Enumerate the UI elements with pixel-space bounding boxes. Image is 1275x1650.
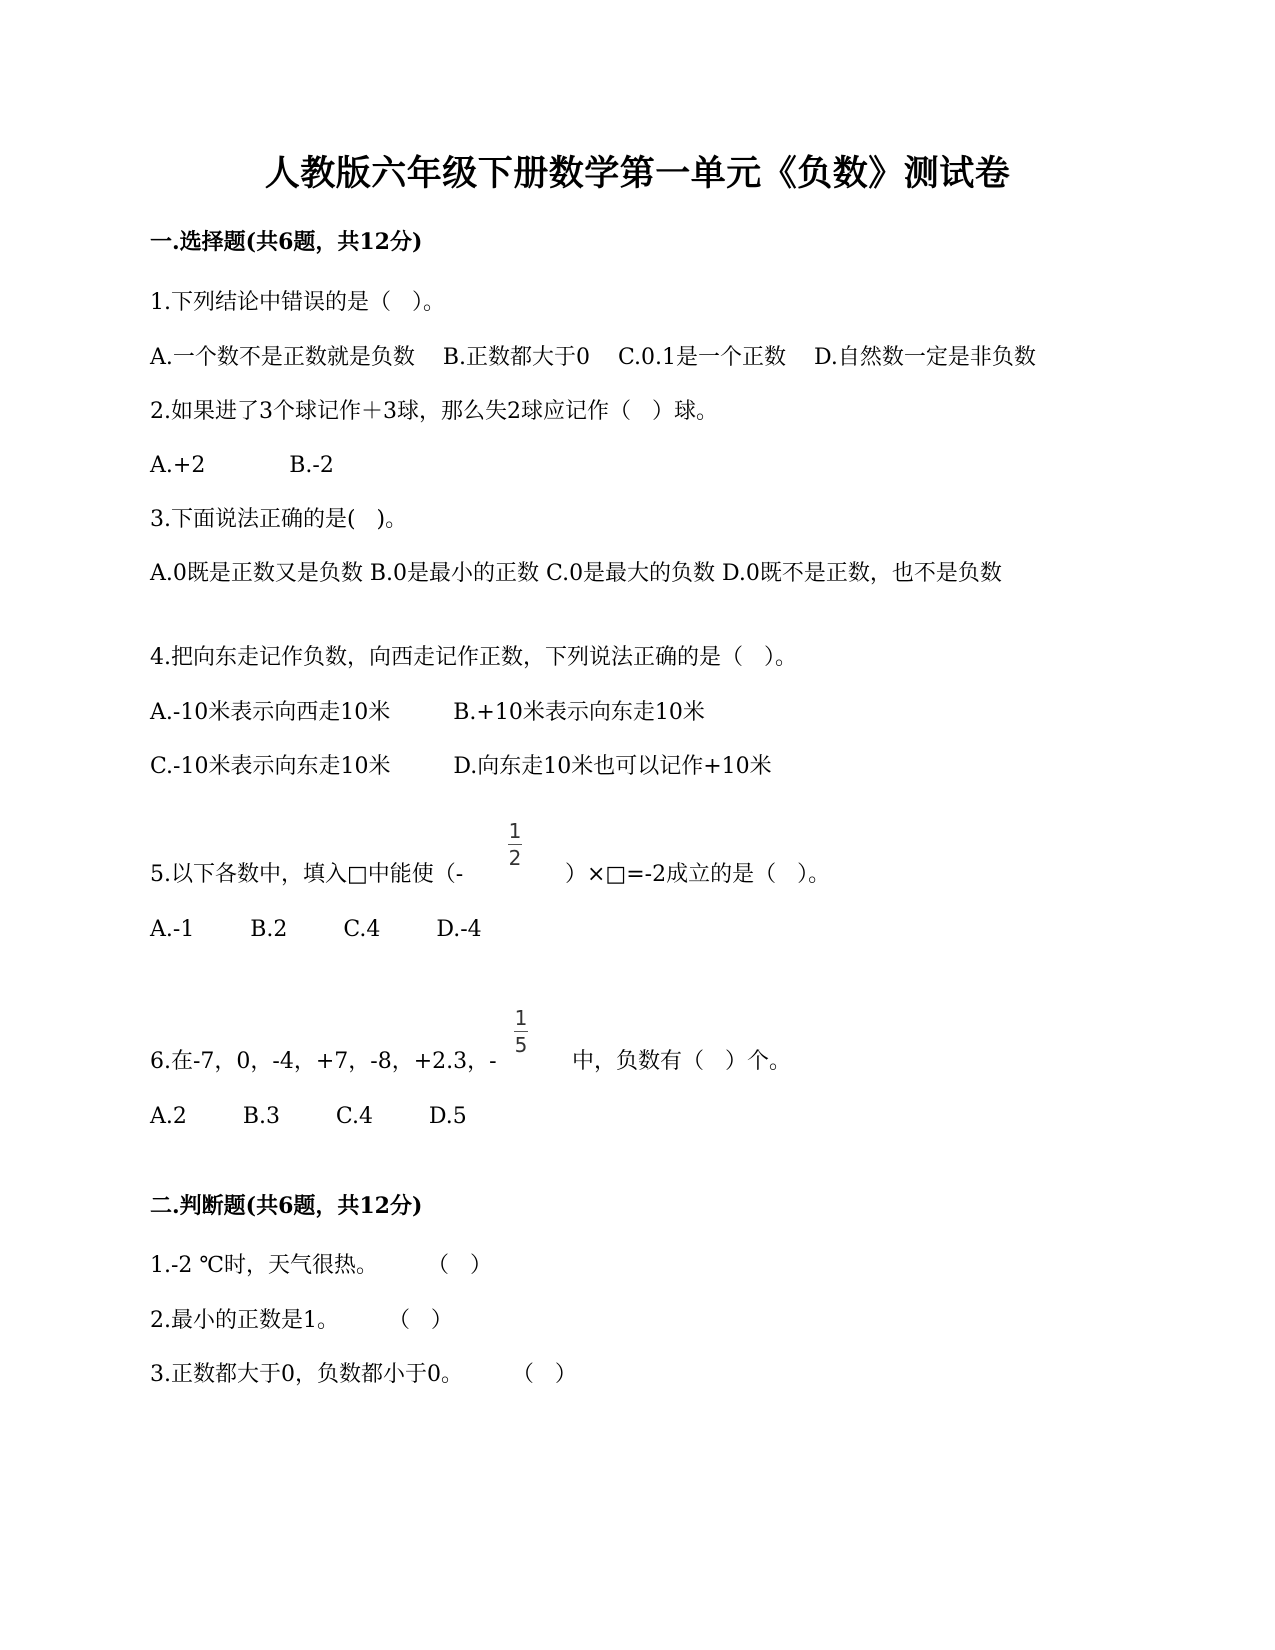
question-4-stem: 4.把向东走记作负数，向西走记作正数，下列说法正确的是（ ）。 xyxy=(150,645,797,670)
question-6-stem-before: 6.在-7，0，-4，+7，-8，+2.3，- xyxy=(150,1049,497,1074)
question-6-fraction xyxy=(514,1007,528,1056)
section-heading-choice: 一.选择题(共6题，共12分) xyxy=(150,229,423,255)
question-2-options: A.+2 B.-2 xyxy=(150,453,334,478)
fraction-denominator: 5 xyxy=(514,1033,528,1057)
fraction-denominator: 2 xyxy=(508,846,522,870)
question-3-options: A.0既是正数又是负数 B.0是最小的正数 C.0是最大的负数 D.0既不是正数，也不是负数 xyxy=(150,561,1002,586)
page-title: 人教版六年级下册数学第一单元《负数》测试卷 xyxy=(264,153,1011,194)
question-5-stem-after: ）×□=-2成立的是（ ）。 xyxy=(565,862,831,887)
fraction-bar xyxy=(508,844,522,845)
question-5-fraction xyxy=(508,820,522,869)
section-heading-judgement: 二.判断题(共6题，共12分) xyxy=(150,1193,423,1219)
question-6-options: A.2 B.3 C.4 D.5 xyxy=(150,1104,467,1129)
fraction-numerator: 1 xyxy=(508,819,522,843)
question-1-stem: 1.下列结论中错误的是（ ）。 xyxy=(150,290,445,315)
question-4-options-row1: A.-10米表示向西走10米 B.+10米表示向东走10米 xyxy=(150,700,705,725)
fraction-bar xyxy=(514,1031,528,1032)
judgement-1: 1.-2 ℃时，天气很热。 （ ） xyxy=(150,1253,492,1278)
question-1-options: A.一个数不是正数就是负数 B.正数都大于0 C.0.1是一个正数 D.自然数一定是非负数 xyxy=(150,345,1036,370)
question-3-stem: 3.下面说法正确的是( )。 xyxy=(150,507,408,532)
question-2-stem: 2.如果进了3个球记作＋3球，那么失2球应记作（ ）球。 xyxy=(150,399,718,424)
question-4-options-row2: C.-10米表示向东走10米 D.向东走10米也可以记作+10米 xyxy=(150,754,772,779)
question-5-options: A.-1 B.2 C.4 D.-4 xyxy=(150,917,482,942)
judgement-3: 3.正数都大于0，负数都小于0。 （ ） xyxy=(150,1362,577,1387)
judgement-2: 2.最小的正数是1。 （ ） xyxy=(150,1308,453,1333)
question-5-stem-before: 5.以下各数中，填入□中能使（- xyxy=(150,862,464,887)
question-6-stem-after: 中，负数有（ ）个。 xyxy=(572,1049,791,1074)
fraction-numerator: 1 xyxy=(514,1006,528,1030)
